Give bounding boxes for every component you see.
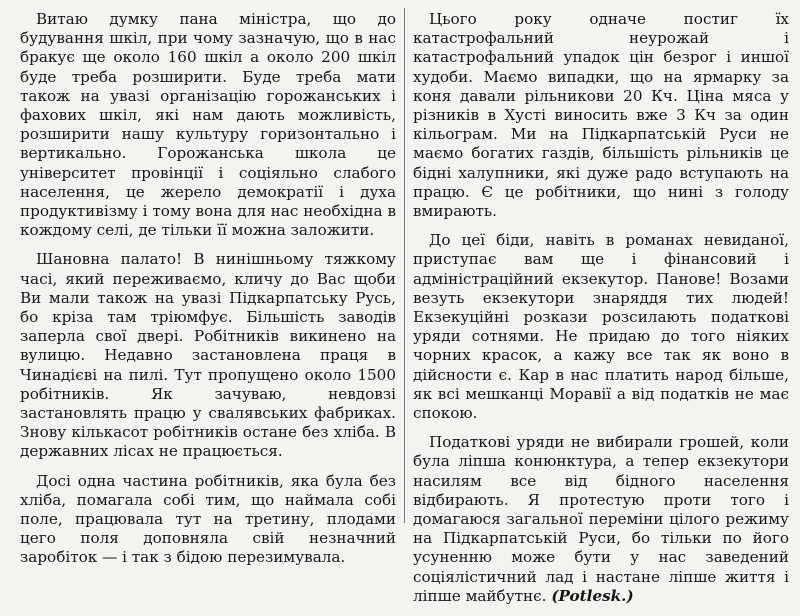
paragraph-chamber-appeal: Шановна палато! В нинішньому тяжкому часі, який переживаємо, кличу до Вас щоби Ви мали також на увазі Підкарпатську Русь, бо кріза там тріюмфує. Більшість заводів заперла свої двері. Робітників викинено на вулицю. Недавно застановлена праця в Чинадієві на пилі. Тут пропущено около 1500 робітників. Як зачуваю, невдовзі застановлять працю у свалявських фабриках. Знову кількасот робітників остане без хліба. В державних лісах не працюється. (20, 250, 396, 461)
right-column (413, 10, 789, 616)
column-divider (404, 8, 405, 523)
left-column (20, 10, 396, 578)
applause-note: (Potlesk.) (551, 586, 634, 605)
paragraph-executor: До цеї біди, навіть в романах невиданої, приступає вам ще і фінансовий і адміністраційний екзекутор. Панове! Возами везуть екзекутори знаряддя тих людей! Екзекуційні розкази розсилають податкові уряди сотнями. Не придаю до того ніяких чорних красок, а кажу все так як воно в дійсности є. Кар в нас платить народ більше, як всі мешканці Моравії а від податків не має спокою. (413, 231, 789, 423)
paragraph-harvest: Цього року одначе постиг їх катастрофальний неурожай і катастрофальний упадок цін безрог і иншої худоби. Маємо випадки, що на ярмарку за коня давали рільникови 20 Кч. Ціна мяса у різників в Хусті виносить вже 3 Кч за один кільограм. Ми на Підкарпатській Руси не маємо богатих газдів, більшість рільників це бідні халупники, які дуже радо вступають на працю. Є це робітники, що нині з голоду вмирають. (413, 10, 789, 221)
paragraph-school: Витаю думку пана міністра, що до будування шкіл, при чому зазначую, що в нас бракує ще около 160 шкіл а около 200 шкіл буде треба розширити. Буде треба мати також на увазі організацію горожанських і фахових шкіл, які нам дають можливість, розширити нашу культуру горизонтально і вертикально. Горожанська школа це університет провінції і соціяльно слабого населення, це жерело демократії і духа продуктивізму і тому вона для нас необхідна в кождому селі, де тільки її можна заложити. (20, 10, 396, 240)
paragraph-tax-offices (413, 433, 789, 606)
paragraph-tax-offices-text: Податкові уряди не вибирали грошей, коли була ліпша конюнктура, а тепер екзекутори насилям все від бідного населення відбирають. Я протестую проти того і домагаюся загальної переміни цілого режиму на Підкарпатській Руси, бо тільки по його усуненню може бути у нас заведений соціялістичний лад і настане ліпше життя і ліпше майбутнє. (413, 433, 789, 605)
paragraph-workers-fields: Досі одна частина робітників, яка була без хліба, помагала собі тим, що наймала собі поле, працювала тут на третину, плодами цего поля доповняла свій незначний заробіток — і так з бідою перезимувала. (20, 471, 396, 567)
